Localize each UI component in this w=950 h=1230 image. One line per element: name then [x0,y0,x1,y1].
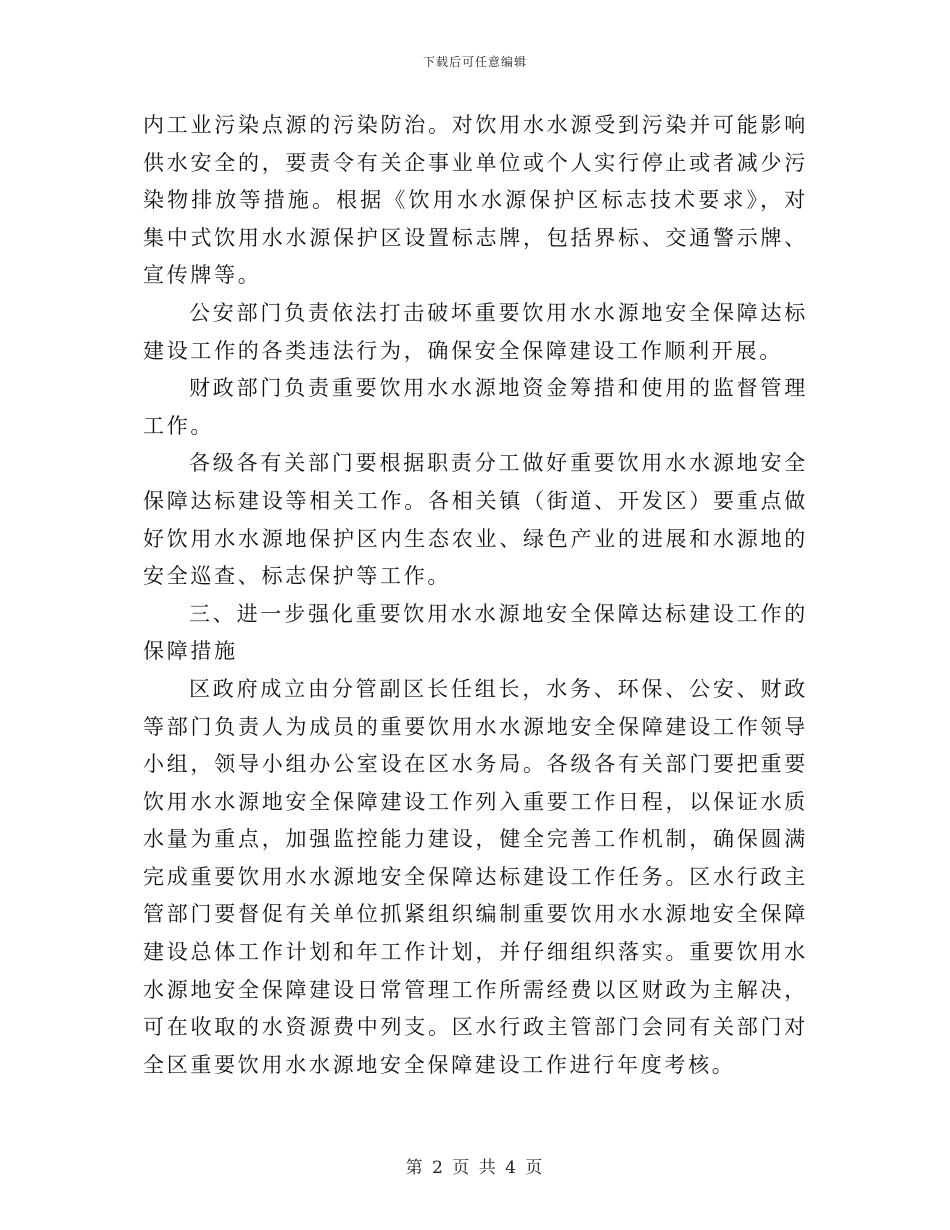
paragraph-continuation: 内工业污染点源的污染防治。对饮用水水源受到污染并可能影响供水安全的，要责令有关企事业单位或个人实行停止或者减少污染物排放等措施。根据《饮用水水源保护区标志技术要求》，对集中式饮用水水源保护区设置标志牌，包括界标、交通警示牌、宣传牌等。 [143,113,808,288]
paragraph-departments: 各级各有关部门要根据职责分工做好重要饮用水水源地安全保障达标建设等相关工作。各相关镇（街道、开发区）要重点做好饮用水水源地保护区内生态农业、绿色产业的进展和水源地的安全巡查、标志保护等工作。 [143,451,808,589]
paragraph-finance: 财政部门负责重要饮用水水源地资金筹措和使用的监督管理工作。 [143,376,808,438]
section-heading-three: 三、进一步强化重要饮用水水源地安全保障达标建设工作的保障措施 [143,601,808,664]
page-header: 下载后可任意编辑 [422,55,527,69]
document-body [143,107,808,1084]
paragraph-public-security: 公安部门负责依法打击破坏重要饮用水水源地安全保障达标建设工作的各类违法行为，确保安全保障建设工作顺利开展。 [143,300,808,363]
page-number: 第 2 页 共 4 页 [405,1158,545,1178]
paragraph-district-government: 区政府成立由分管副区长任组长，水务、环保、公安、财政等部门负责人为成员的重要饮用水水源地安全保障建设工作领导小组，领导小组办公室设在区水务局。各级各有关部门要把重要饮用水水源地安全保障建设工作列入重要工作日程，以保证水质水量为重点，加强监控能力建设，健全完善工作机制，确保圆满完成重要饮用水水源地安全保障达标建设工作任务。区水行政主管部门要督促有关单位抓紧组织编制重要饮用水水源地安全保障建设总体工作计划和年工作计划，并仔细组织落实。重要饮用水水源地安全保障建设日常管理工作所需经费以区财政为主解决，可在收取的水资源费中列支。区水行政主管部门会同有关部门对全区重要饮用水水源地安全保障建设工作进行年度考核。 [143,676,808,1077]
